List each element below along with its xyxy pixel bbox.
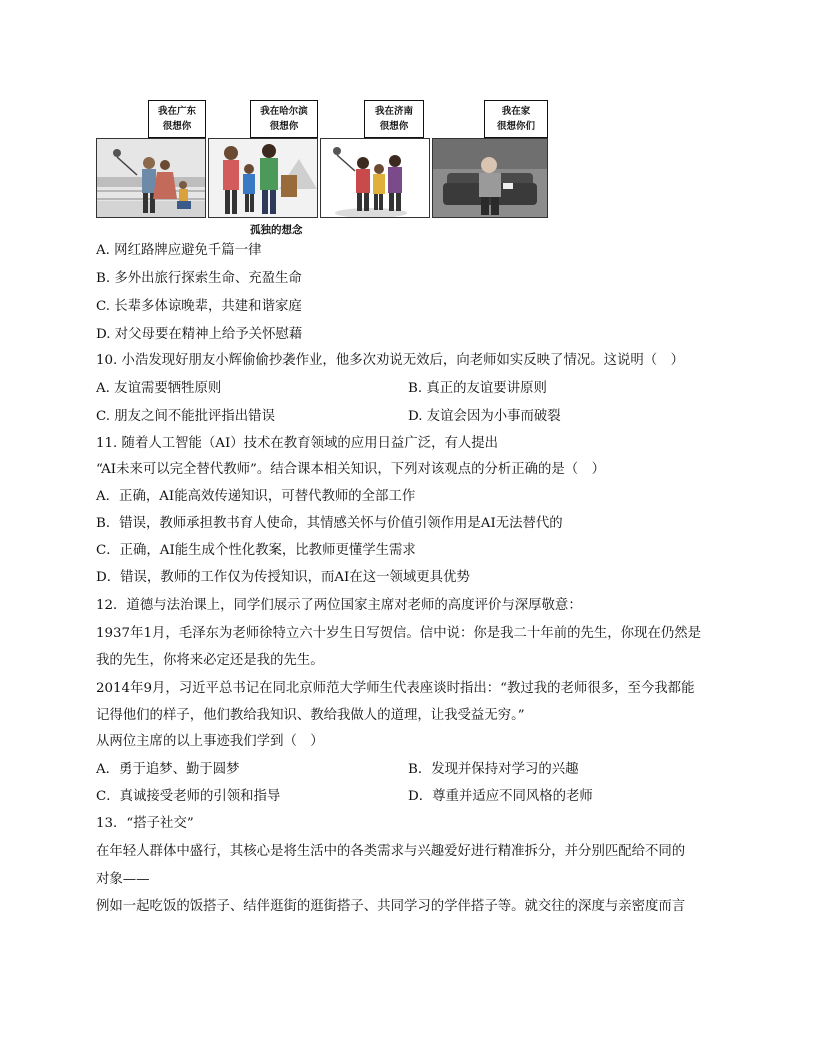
comic-panel-jinan [320,100,430,218]
q11-option-d: D．错误，教师的工作仅为传授知识，而AI在这一领域更具优势 [96,570,470,585]
q12-stem: 12．道德与法治课上，同学们展示了两位国家主席对老师的高度评价与深厚敬意： [96,598,582,613]
q13-stem: 13．“搭子社交” [96,816,194,831]
q10-stem: 10. 小浩发现好朋友小辉偷偷抄袭作业，他多次劝说无效后，向老师如实反映了情况。这说明（ ） [96,353,684,368]
bubble-line: 我在哈尔滨 [260,106,308,117]
q12-para2-line1: 2014年9月，习近平总书记在同北京师范大学师生代表座谈时指出：“教过我的老师很多，至今我都能 [96,681,695,696]
bubble-line: 我在广东 [157,106,196,117]
bubble-line: 很想你 [162,121,192,132]
q12-option-c: C．真诚接受老师的引领和指导 [96,789,281,804]
family-travel-illustration [208,138,318,218]
q10-option-b: B. 真正的友谊要讲原则 [408,381,547,396]
q10-option-c: C. 朋友之间不能批评指出错误 [96,409,275,424]
bubble-line: 很想你 [379,121,409,132]
speech-bubble [364,100,424,138]
q13-para-line2: 对象—— [96,872,150,887]
q12-para1-line2: 我的先生，你将来必定还是我的先生。 [96,653,324,668]
q12-ask: 从两位主席的以上事迹我们学到（ ） [96,734,324,749]
q9-option-a: A. 网红路牌应避免千篇一律 [96,243,262,258]
q11-option-c: C．正确，AI能生成个性化教案，比教师更懂学生需求 [96,543,416,558]
speech-bubble [148,100,206,138]
bubble-line: 很想你们 [496,121,535,132]
q12-para1-line1: 1937年1月，毛泽东为老师徐特立六十岁生日写贺信。信中说：你是我二十年前的先生，你现在仍然是 [96,626,702,641]
q11-stem-line2: “AI未来可以完全替代教师”。结合课本相关知识，下列对该观点的分析正确的是（ ） [96,462,605,477]
q10-option-a: A. 友谊需要牺牲原则 [96,381,222,396]
speech-bubble [250,100,318,138]
q12-para2-line2: 记得他们的样子，他们教给我知识、教给我做人的道理，让我受益无穷。” [96,708,525,723]
q9-option-c: C. 长辈多体谅晚辈，共建和谐家庭 [96,299,302,314]
comic-panel-harbin [208,100,318,218]
bubble-line: 我在济南 [374,106,413,117]
q13-para-line3: 例如一起吃饭的饭搭子、结伴逛街的逛街搭子、共同学习的学伴搭子等。就交往的深度与亲密度而言 [96,899,686,914]
bubble-line: 我在家 [501,106,531,117]
q9-option-d: D. 对父母要在精神上给予关怀慰藉 [96,327,303,342]
q12-option-b: B．发现并保持对学习的兴趣 [408,762,579,777]
comic-caption: 孤独的想念 [250,224,303,236]
tourist-selfie-illustration [96,138,206,218]
q11-option-b: B．错误，教师承担教书育人使命，其情感关怀与价值引领作用是AI无法替代的 [96,516,563,531]
lonely-elder-illustration [432,138,548,218]
bubble-line: 很想你 [269,121,299,132]
q12-option-d: D．尊重并适应不同风格的老师 [408,789,593,804]
friends-selfie-illustration [320,138,430,218]
comic-panel-guangdong [96,100,206,218]
q11-stem-line1: 11. 随着人工智能（AI）技术在教育领域的应用日益广泛，有人提出 [96,436,499,451]
speech-bubble [484,100,548,138]
q10-option-d: D. 友谊会因为小事而破裂 [408,409,561,424]
comic-strip [96,100,548,218]
q11-option-a: A．正确，AI能高效传递知识，可替代教师的全部工作 [96,489,416,504]
q9-option-b: B. 多外出旅行探索生命、充盈生命 [96,271,302,286]
q12-option-a: A．勇于追梦、勤于圆梦 [96,762,240,777]
comic-panel-home [432,100,548,218]
q13-para-line1: 在年轻人群体中盛行，其核心是将生活中的各类需求与兴趣爱好进行精准拆分，并分别匹配给不同的 [96,844,686,859]
